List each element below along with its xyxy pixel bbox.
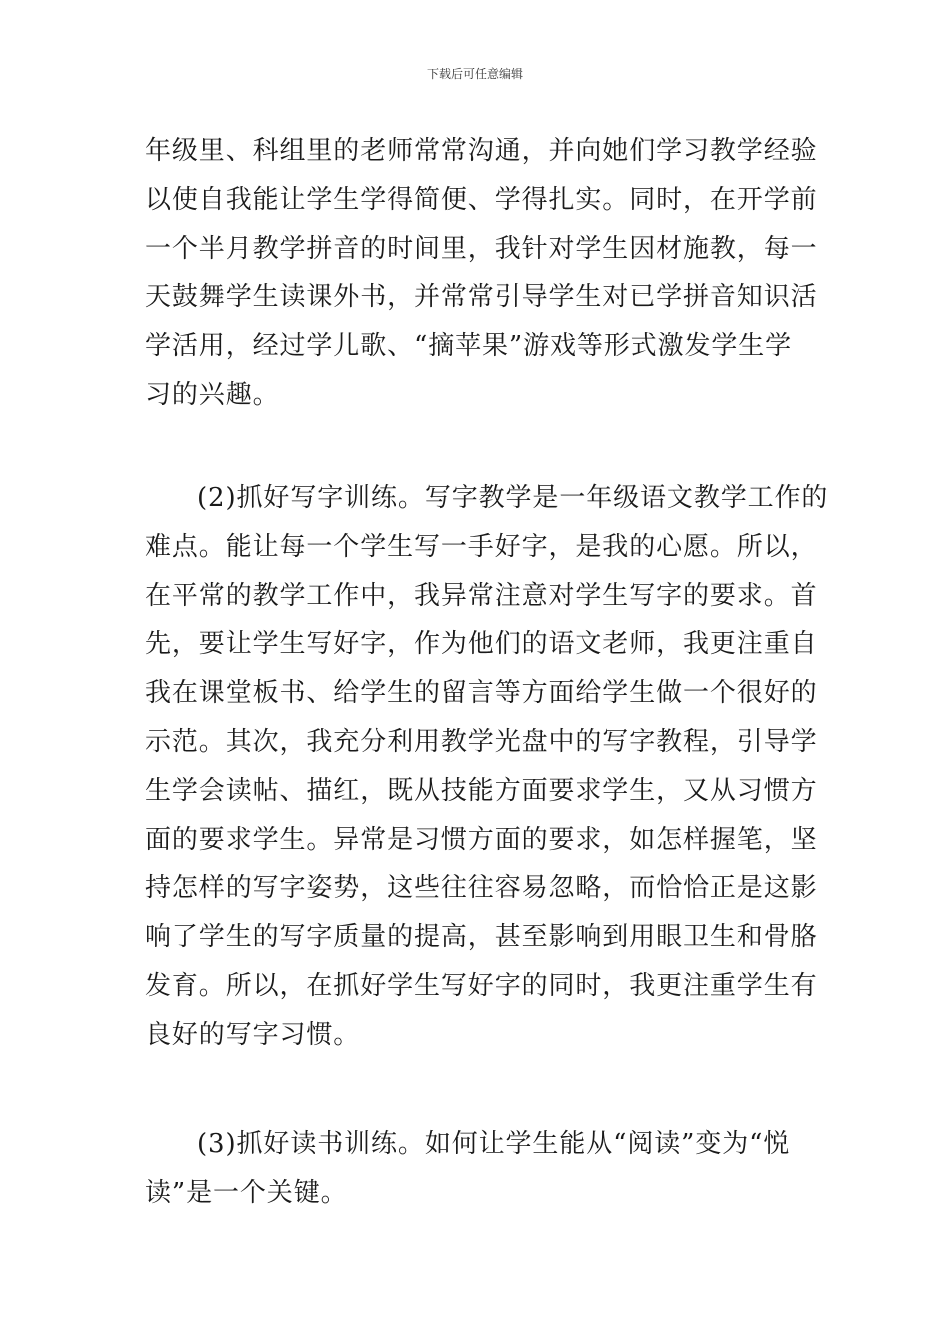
text-line: 年级里、科组里的老师常常沟通，并向她们学习教学经验 <box>145 136 818 166</box>
text-line: 读”是一个关键。 <box>145 1177 348 1208</box>
text-line: 我在课堂板书、给学生的留言等方面给学生做一个很好的 <box>145 678 818 709</box>
text-line: 持怎样的写字姿势，这些往往容易忽略，而恰恰正是这影 <box>145 873 818 904</box>
text-line: 面的要求学生。异常是习惯方面的要求，如怎样握笔，坚 <box>145 824 818 855</box>
text-line: 天鼓舞学生读课外书，并常常引导学生对已学拼音知识活 <box>145 282 818 313</box>
text-line: 难点。能让每一个学生写一手好字，是我的心愿。所以， <box>145 531 818 562</box>
text-line: 响了学生的写字质量的提高，甚至影响到用眼卫生和骨胳 <box>145 922 818 953</box>
text-line: 生学会读帖、描红，既从技能方面要求学生，又从习惯方 <box>145 775 818 806</box>
paragraph-reading-training <box>145 1120 790 1218</box>
text-line: 习的兴趣。 <box>145 379 280 410</box>
page-header: 下载后可任意编辑 <box>426 67 523 81</box>
text-line: 发育。所以，在抓好学生写好字的同时，我更注重学生有 <box>145 970 818 1001</box>
text-line: (2)抓好写字训练。写字教学是一年级语文教学工作的 <box>197 483 829 513</box>
paragraph-reading-interest <box>145 127 818 420</box>
text-line: 良好的写字习惯。 <box>145 1019 361 1050</box>
text-line: 先，要让学生写好字，作为他们的语文老师，我更注重自 <box>145 629 818 660</box>
text-line: (3)抓好读书训练。如何让学生能从“阅读”变为“悦 <box>197 1129 791 1159</box>
text-line: 示范。其次，我充分利用教学光盘中的写字教程，引导学 <box>145 726 818 757</box>
text-line: 在平常的教学工作中，我异常注意对学生写字的要求。首 <box>145 580 818 611</box>
text-line: 一个半月教学拼音的时间里，我针对学生因材施教，每一 <box>145 233 818 264</box>
text-line: 以使自我能让学生学得简便、学得扎实。同时，在开学前 <box>145 184 818 215</box>
text-line: 学活用，经过学儿歌、“摘苹果”游戏等形式激发学生学 <box>145 331 793 362</box>
paragraph-writing-training <box>145 474 828 1060</box>
